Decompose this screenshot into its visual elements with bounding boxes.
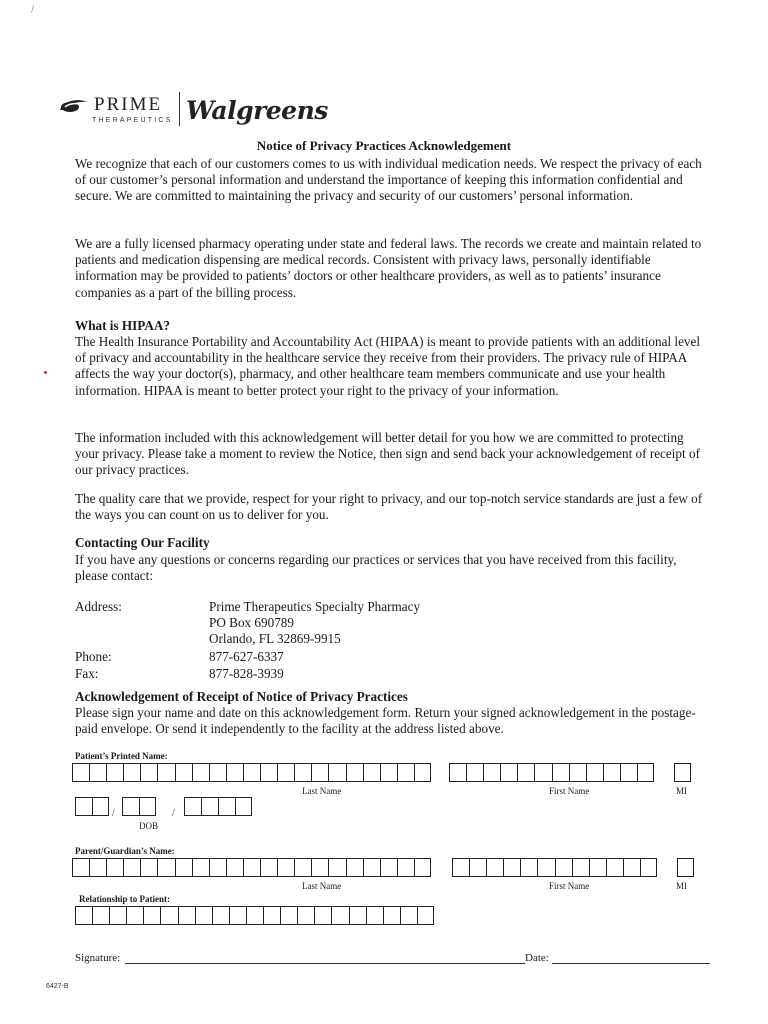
character-box[interactable] [569, 763, 586, 782]
character-box[interactable] [449, 763, 466, 782]
character-box[interactable] [331, 906, 348, 925]
character-box[interactable] [192, 858, 209, 877]
character-box[interactable] [572, 858, 589, 877]
phone-value: 877-627-6337 [209, 649, 284, 664]
character-box[interactable] [126, 906, 143, 925]
character-box[interactable] [229, 906, 246, 925]
character-box[interactable] [534, 763, 551, 782]
character-box[interactable] [589, 858, 606, 877]
character-box[interactable] [175, 763, 192, 782]
licensing-paragraph: We are a fully licensed pharmacy operating under state and federal laws. The records we create and maintain related to patients and medication dispensing are medical records. Consistent with privacy laws, personally identifiable information may be provided to patients’ doctors or other healthcare providers, as well as to patients’ insurance companies as a part of the billing process. [75, 236, 702, 300]
document-title: Notice of Privacy Practices Acknowledgement [256, 138, 512, 153]
character-box[interactable] [452, 858, 469, 877]
contact-heading: Contacting Our Facility [75, 535, 210, 550]
patient-first-name-caption: First Name [549, 786, 590, 796]
quality-paragraph: The quality care that we provide, respect for your right to privacy, and our top-notch service standards are just a few of the ways you can count on us to deliver for you. [75, 491, 703, 523]
fax-label: Fax: [75, 666, 99, 681]
character-box[interactable] [294, 858, 311, 877]
guardian-first-name-caption: First Name [549, 881, 590, 891]
character-box[interactable] [414, 858, 431, 877]
character-box[interactable] [260, 858, 277, 877]
dob-year-boxes[interactable] [184, 797, 252, 817]
character-box[interactable] [175, 858, 192, 877]
character-box[interactable] [178, 906, 195, 925]
signature-label: Signature: [75, 952, 121, 964]
character-box[interactable] [212, 906, 229, 925]
character-box[interactable] [280, 906, 297, 925]
character-box[interactable] [674, 763, 691, 782]
patient-name-label: Patient’s Printed Name: [75, 751, 168, 761]
character-box[interactable] [640, 858, 657, 877]
character-box[interactable] [520, 858, 537, 877]
character-box[interactable] [89, 763, 106, 782]
character-box[interactable] [157, 763, 174, 782]
character-box[interactable] [246, 906, 263, 925]
date-line[interactable] [552, 963, 710, 964]
hipaa-heading: What is HIPAA? [75, 318, 171, 333]
address-label: Address: [75, 599, 122, 614]
character-box[interactable] [314, 906, 331, 925]
guardian-mi-caption: MI [676, 881, 687, 891]
character-box[interactable] [140, 763, 157, 782]
character-box[interactable] [400, 906, 417, 925]
character-box[interactable] [218, 797, 235, 816]
patient-mi-caption: MI [676, 786, 687, 796]
character-box[interactable] [466, 763, 483, 782]
patient-last-name-boxes[interactable] [72, 763, 431, 783]
character-box[interactable] [486, 858, 503, 877]
character-box[interactable] [328, 763, 345, 782]
character-box[interactable] [226, 763, 243, 782]
character-box[interactable] [623, 858, 640, 877]
character-box[interactable] [226, 858, 243, 877]
character-box[interactable] [517, 763, 534, 782]
patient-mi-box[interactable] [674, 763, 691, 783]
character-box[interactable] [160, 906, 177, 925]
character-box[interactable] [397, 858, 414, 877]
character-box[interactable] [235, 797, 252, 816]
character-box[interactable] [122, 797, 139, 816]
signature-line[interactable] [125, 963, 525, 964]
character-box[interactable] [123, 763, 140, 782]
character-box[interactable] [297, 906, 314, 925]
prime-logo-subtext: THERAPEUTICS [92, 117, 173, 124]
character-box[interactable] [92, 797, 109, 816]
dob-separator-1: / [112, 808, 115, 819]
character-box[interactable] [195, 906, 212, 925]
character-box[interactable] [620, 763, 637, 782]
character-box[interactable] [383, 906, 400, 925]
guardian-last-name-caption: Last Name [302, 881, 342, 891]
patient-first-name-boxes[interactable] [449, 763, 654, 783]
address-line-1: Prime Therapeutics Specialty Pharmacy [209, 599, 421, 614]
character-box[interactable] [397, 763, 414, 782]
form-number: 6427-B [46, 983, 69, 990]
character-box[interactable] [89, 858, 106, 877]
character-box[interactable] [677, 858, 694, 877]
character-box[interactable] [123, 858, 140, 877]
character-box[interactable] [106, 763, 123, 782]
character-box[interactable] [500, 763, 517, 782]
character-box[interactable] [192, 763, 209, 782]
corner-pen-mark: ⁄ [30, 4, 36, 15]
character-box[interactable] [75, 797, 92, 816]
character-box[interactable] [184, 797, 201, 816]
margin-mark [44, 371, 47, 374]
character-box[interactable] [277, 858, 294, 877]
character-box[interactable] [380, 763, 397, 782]
header-logos [58, 92, 358, 132]
relationship-boxes[interactable] [75, 906, 434, 926]
guardian-mi-box[interactable] [677, 858, 694, 878]
character-box[interactable] [139, 797, 156, 816]
intro-paragraph: We recognize that each of our customers comes to us with individual medication needs. We respect the privacy of each of our customer’s personal information and understand the importance of keeping this information confidential and secure. We are committed to maintaining the privacy and security of our customers’ personal information. [75, 156, 702, 204]
acknowledgement-paragraph: Please sign your name and date on this acknowledgement form. Return your signed acknowledgement in the postage-paid envelope. Or send it independently to the facility at the address listed above. [75, 705, 696, 737]
information-paragraph: The information included with this acknowledgement will better detail for you how we are committed to protecting your privacy. Please take a moment to review the Notice, then sign and send back your acknowledgement of receipt of our privacy practices. [75, 430, 700, 478]
character-box[interactable] [555, 858, 572, 877]
character-box[interactable] [363, 858, 380, 877]
walgreens-logo-text: Walgreens [186, 96, 328, 125]
character-box[interactable] [552, 763, 569, 782]
character-box[interactable] [586, 763, 603, 782]
character-box[interactable] [363, 763, 380, 782]
fax-value: 877-828-3939 [209, 666, 284, 681]
character-box[interactable] [469, 858, 486, 877]
character-box[interactable] [201, 797, 218, 816]
relationship-label: Relationship to Patient: [79, 894, 170, 904]
character-box[interactable] [311, 763, 328, 782]
dob-caption: DOB [139, 821, 159, 831]
character-box[interactable] [366, 906, 383, 925]
character-box[interactable] [346, 763, 363, 782]
logo-divider [179, 92, 180, 126]
character-box[interactable] [140, 858, 157, 877]
character-box[interactable] [328, 858, 345, 877]
dob-separator-2: / [172, 808, 175, 819]
prime-logo-text: PRIME [94, 94, 163, 115]
character-box[interactable] [106, 858, 123, 877]
character-box[interactable] [346, 858, 363, 877]
character-box[interactable] [380, 858, 397, 877]
dob-day-boxes[interactable] [122, 797, 156, 817]
character-box[interactable] [72, 858, 89, 877]
contact-paragraph: If you have any questions or concerns regarding our practices or services that you have received from this facility, please contact: [75, 552, 677, 584]
character-box[interactable] [277, 763, 294, 782]
character-box[interactable] [503, 858, 520, 877]
character-box[interactable] [143, 906, 160, 925]
character-box[interactable] [260, 763, 277, 782]
character-box[interactable] [603, 763, 620, 782]
character-box[interactable] [263, 906, 280, 925]
patient-last-name-caption: Last Name [302, 786, 342, 796]
address-line-2: PO Box 690789 [209, 615, 294, 630]
character-box[interactable] [109, 906, 126, 925]
character-box[interactable] [311, 858, 328, 877]
character-box[interactable] [92, 906, 109, 925]
character-box[interactable] [294, 763, 311, 782]
character-box[interactable] [75, 906, 92, 925]
address-line-3: Orlando, FL 32869-9915 [209, 631, 341, 646]
guardian-first-name-boxes[interactable] [452, 858, 657, 878]
hipaa-paragraph: The Health Insurance Portability and Accountability Act (HIPAA) is meant to provide patients with an additional level of privacy and accountability in the healthcare service they receive from their providers. The privacy rule of HIPAA affects the way your doctor(s), pharmacy, and other healthcare team members communicate and use your health information. HIPAA is meant to better protect your right to the privacy of your information. [75, 334, 701, 398]
date-label: Date: [525, 952, 549, 964]
character-box[interactable] [414, 763, 431, 782]
character-box[interactable] [637, 763, 654, 782]
phone-label: Phone: [75, 649, 112, 664]
character-box[interactable] [209, 858, 226, 877]
prime-swoosh-icon [58, 98, 90, 114]
guardian-last-name-boxes[interactable] [72, 858, 431, 878]
character-box[interactable] [72, 763, 89, 782]
character-box[interactable] [417, 906, 434, 925]
character-box[interactable] [606, 858, 623, 877]
character-box[interactable] [209, 763, 226, 782]
acknowledgement-heading: Acknowledgement of Receipt of Notice of Privacy Practices [75, 689, 408, 704]
character-box[interactable] [243, 763, 260, 782]
character-box[interactable] [349, 906, 366, 925]
dob-month-boxes[interactable] [75, 797, 109, 817]
character-box[interactable] [537, 858, 554, 877]
character-box[interactable] [157, 858, 174, 877]
character-box[interactable] [483, 763, 500, 782]
character-box[interactable] [243, 858, 260, 877]
guardian-name-label: Parent/Guardian’s Name: [75, 846, 175, 856]
